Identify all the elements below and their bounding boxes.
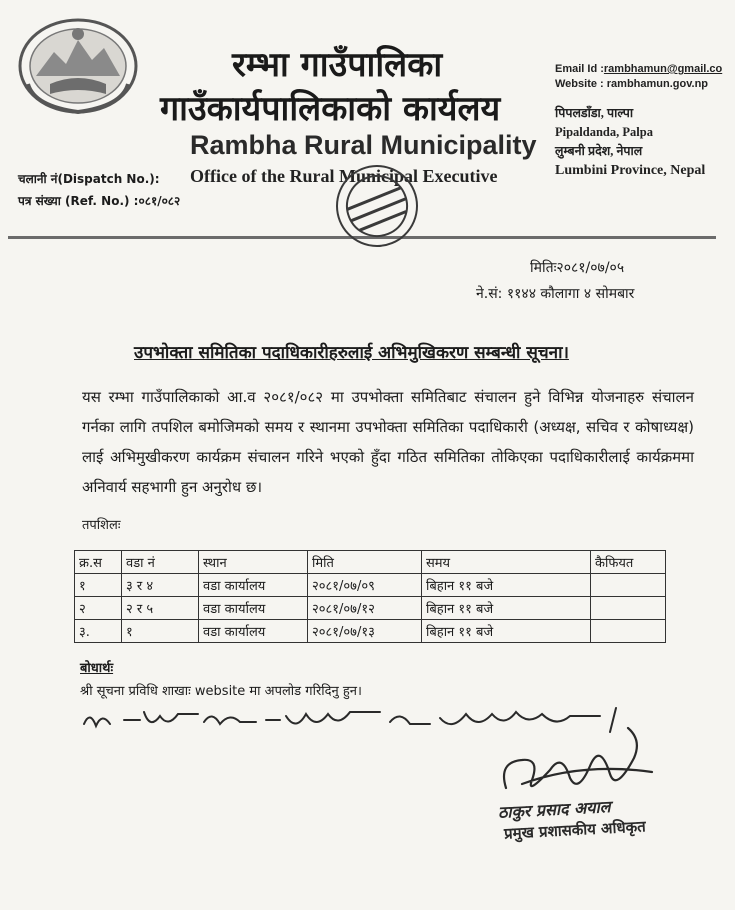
nepal-emblem-logo <box>14 14 142 118</box>
cell-date: २०८१/०७/०९ <box>308 574 422 597</box>
header-date: मिति <box>308 551 422 574</box>
cell-time: बिहान ११ बजे <box>422 620 591 643</box>
cell-remarks <box>591 574 666 597</box>
signature <box>492 722 662 806</box>
reference-block <box>18 168 180 212</box>
cc-label: बोधार्थः <box>80 661 114 676</box>
office-title-nepali-2: गाउँकार्यपालिकाको कार्यलय <box>160 89 501 129</box>
office-title-nepali-1: रम्भा गाउँपालिका <box>232 45 443 85</box>
reference-label: पत्र संख्या (Ref. No.) : <box>18 194 139 208</box>
reference-number-line <box>18 190 180 212</box>
email-value[interactable]: rambhamun@gmail.co <box>603 63 723 75</box>
table-row <box>75 574 666 597</box>
cell-date: २०८१/०७/१३ <box>308 620 422 643</box>
table-header-row <box>75 551 666 574</box>
cell-date: २०८१/०७/१२ <box>308 597 422 620</box>
office-title-english: Rambha Rural Municipality <box>190 130 537 160</box>
header-serial: क्र.स <box>75 551 122 574</box>
letter-date: मितिः२०८१/०७/०५ <box>530 260 625 276</box>
website-value[interactable]: rambhamun.gov.np <box>606 78 709 90</box>
table-row <box>75 620 666 643</box>
contact-block <box>555 62 722 92</box>
details-label: तपशिलः <box>82 518 121 533</box>
cell-place: वडा कार्यालय <box>199 597 308 620</box>
schedule-table <box>74 550 666 643</box>
cell-serial: ३. <box>75 620 122 643</box>
email-label: Email Id : <box>555 63 604 75</box>
address-nepali-2: लुम्बनी प्रदेश, नेपाल <box>555 144 643 158</box>
email-line <box>555 62 722 77</box>
signatory-post: प्रमुख प्रशासकीय अधिकृत <box>503 817 647 843</box>
cell-ward: २ र ५ <box>122 597 199 620</box>
cell-time: बिहान ११ बजे <box>422 597 591 620</box>
cell-remarks <box>591 620 666 643</box>
header-place: स्थान <box>199 551 308 574</box>
header-ward: वडा नं <box>122 551 199 574</box>
header-remarks: कैफियत <box>591 551 666 574</box>
signatory-name: ठाकुर प्रसाद अयाल <box>497 797 611 822</box>
cc-it-section: श्री सूचना प्रविधि शाखाः website मा अपलोड गरिदिनु हुन। <box>80 684 362 699</box>
dispatch-number: चलानी नं(Dispatch No.): <box>18 172 160 186</box>
cell-time: बिहान ११ बजे <box>422 574 591 597</box>
website-line <box>555 77 722 92</box>
cell-ward: ३ र ४ <box>122 574 199 597</box>
address-english-2: Lumbini Province, Nepal <box>555 163 706 178</box>
notice-body: यस रम्भा गाउँपालिकाको आ.व २०८१/०८२ मा उपभोक्ता समितिबाट संचालन हुने विभिन्न योजनाहरु संचालन गर्नका लागि तपशिल बमोजिमको समय र स्थानमा उपभोक्ता समितिका पदाधिकारी (अध्यक्ष, सचिव र कोषाध्यक्ष) लाई अभिमुखीकरण कार्यक्रम संचालन गरिने भएको हुँदा गठित समितिका तोकिएका पदाधिकारीलाई कार्यक्रममा अनिवार्य सहभागी हुन अनुरोध छ। <box>82 388 694 496</box>
reference-value: ०८१/०८२ <box>138 194 181 208</box>
cell-remarks <box>591 597 666 620</box>
cell-ward: १ <box>122 620 199 643</box>
table-row <box>75 597 666 620</box>
website-label: Website : <box>555 78 607 90</box>
office-subtitle-english: Office of the Rural Municipal Executive <box>190 166 498 186</box>
nepal-sambat-date: ने.सं: ११४४ कौलागा ४ सोमबार <box>476 286 635 302</box>
notice-subject: उपभोक्ता समितिका पदाधिकारीहरुलाई अभिमुखिकरण सम्बन्धी सूचना। <box>134 343 569 363</box>
office-stamp <box>318 158 436 254</box>
cell-place: वडा कार्यालय <box>199 620 308 643</box>
cell-serial: १ <box>75 574 122 597</box>
header-time: समय <box>422 551 591 574</box>
address-block <box>555 104 705 180</box>
cell-serial: २ <box>75 597 122 620</box>
cell-place: वडा कार्यालय <box>199 574 308 597</box>
address-english-1: Pipaldanda, Palpa <box>555 125 653 139</box>
address-nepali-1: पिपलडाँडा, पाल्पा <box>555 106 634 120</box>
